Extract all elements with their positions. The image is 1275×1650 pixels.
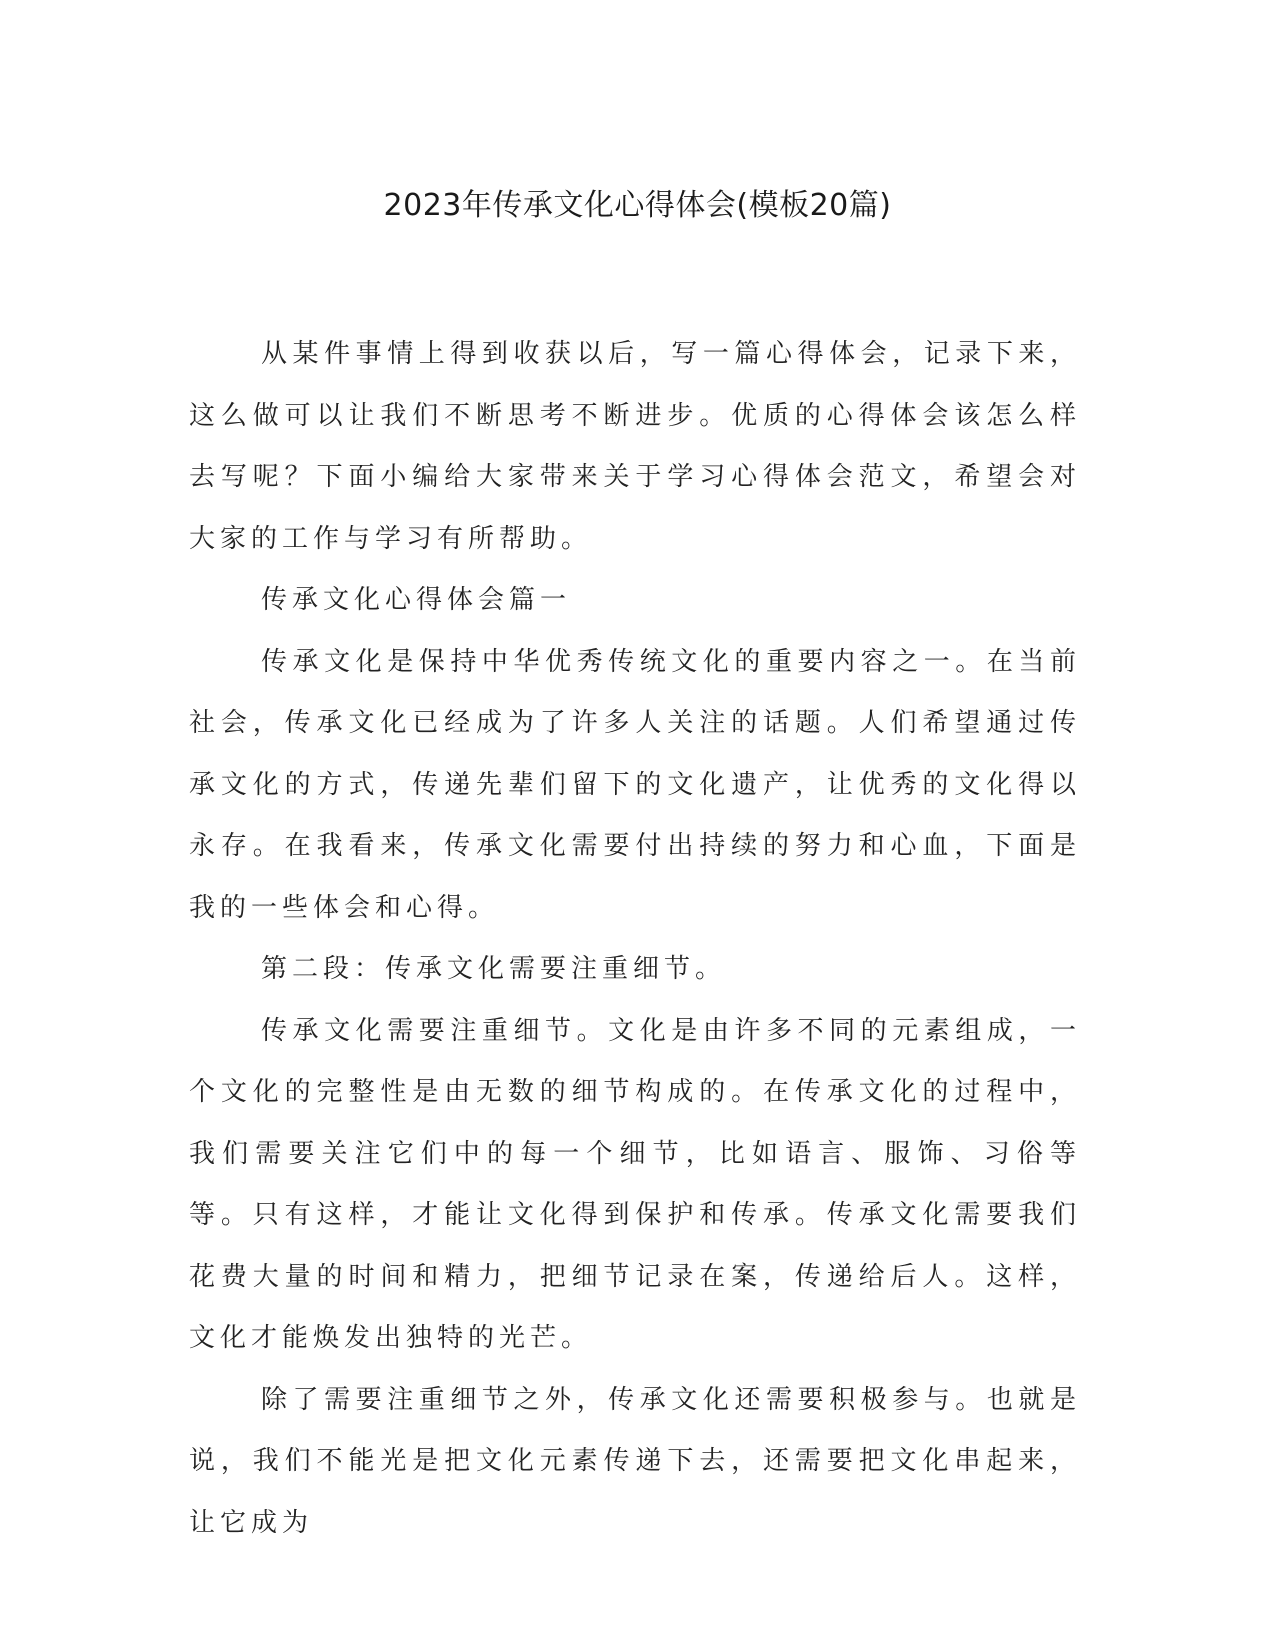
paragraph-3: 除了需要注重细节之外，传承文化还需要积极参与。也就是说，我们不能光是把文化元素传递下去，还需要把文化串起来，让它成为 <box>189 1384 1081 1538</box>
paragraph-1: 传承文化是保持中华优秀传统文化的重要内容之一。在当前社会，传承文化已经成为了许多人关注的话题。人们希望通过传承文化的方式，传递先辈们留下的文化遗产，让优秀的文化得以永存。在我看来，传承文化需要付出持续的努力和心血，下面是我的一些体会和心得。 <box>189 646 1081 923</box>
document-body <box>189 324 1081 1554</box>
section-heading-1: 传承文化心得体会篇一 <box>261 585 572 615</box>
paragraph-intro: 从某件事情上得到收获以后，写一篇心得体会，记录下来，这么做可以让我们不断思考不断进步。优质的心得体会该怎么样去写呢？下面小编给大家带来关于学习心得体会范文，希望会对大家的工作与学习有所帮助。 <box>189 339 1081 554</box>
document-title: 2023年传承文化心得体会(模板20篇) <box>383 188 892 223</box>
paragraph-2: 传承文化需要注重细节。文化是由许多不同的元素组成，一个文化的完整性是由无数的细节构成的。在传承文化的过程中，我们需要关注它们中的每一个细节，比如语言、服饰、习俗等等。只有这样，才能让文化得到保护和传承。传承文化需要我们花费大量的时间和精力，把细节记录在案，传递给后人。这样，文化才能焕发出独特的光芒。 <box>189 1015 1081 1353</box>
section-heading-2: 第二段：传承文化需要注重细节。 <box>261 954 727 984</box>
